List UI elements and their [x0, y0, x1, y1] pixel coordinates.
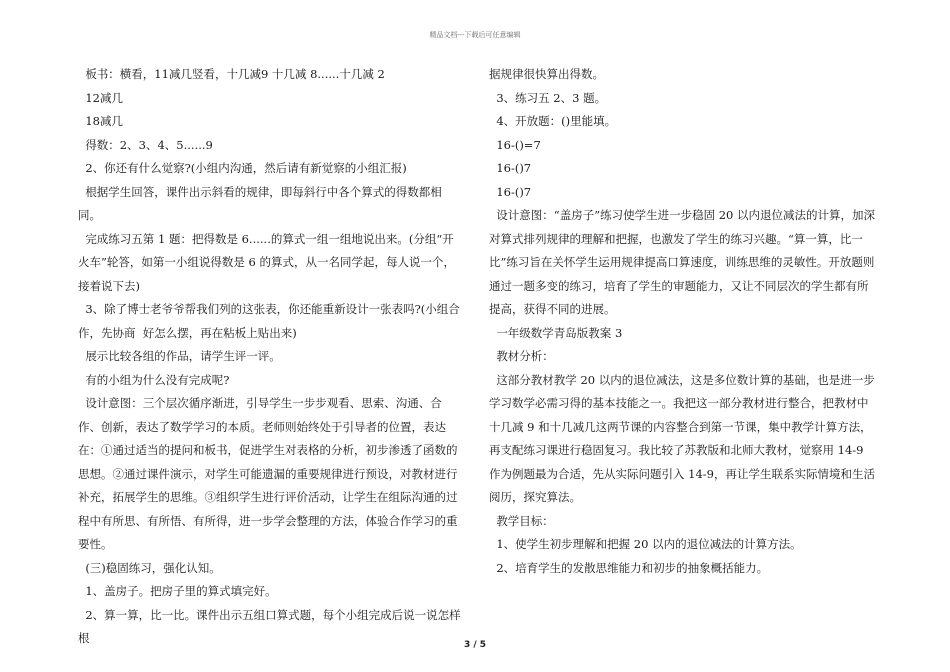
- paragraph: 教学目标：: [489, 513, 554, 528]
- right-column: [489, 63, 875, 580]
- paragraph: 2、算一算，比一比。课件出示五组口算式题，每个小组完成后说一说怎样根: [78, 607, 461, 645]
- paragraph: 一年级数学青岛版教案 3: [489, 325, 623, 340]
- paragraph: 18减几: [78, 114, 123, 128]
- paragraph: 1、盖房子。把房子里的算式填完好。: [78, 584, 277, 598]
- paragraph: 展示比较各组的作品，请学生评一评。: [78, 349, 281, 363]
- page-header: 精品文档---下载后可任意编辑: [429, 31, 521, 39]
- paragraph: 4、开放题：()里能填。: [489, 114, 617, 128]
- paragraph: 2、你还有什么觉察?(小组内沟通，然后请有新觉察的小组汇报): [78, 161, 407, 175]
- paragraph: (三)稳固练习，强化认知。: [78, 560, 221, 575]
- paragraph: 16-()7: [489, 184, 532, 199]
- paragraph: 3、除了博士老爷爷帮我们列的这张表，你还能重新设计一张表吗?(小组合作，先协商 好怎么摆，再在粘板上贴出来): [78, 302, 460, 340]
- paragraph: 根据学生回答，课件出示斜看的规律，即每斜行中各个算式的得数都相同。: [78, 184, 442, 222]
- paragraph: 1、使学生初步理解和把握 20 以内的退位减法的计算方法。: [489, 537, 802, 551]
- paragraph: 3、练习五 2、3 题。: [489, 90, 607, 105]
- left-column: [78, 63, 464, 651]
- page-number: 3 / 5: [463, 640, 487, 650]
- paragraph: 16-()7: [489, 161, 532, 175]
- paragraph: 完成练习五第 1 题：把得数是 6......的算式一组一组地说出来。(分组“开火车”轮答，如第一小组说得数是 6 的算式，从一名同学起，每人说一个，接着说下去): [78, 231, 456, 293]
- paragraph: 据规律很快算出得数。: [489, 67, 604, 81]
- paragraph: 得数：2、3、4、5......9: [78, 137, 213, 152]
- paragraph: 12减几: [78, 90, 123, 105]
- paragraph: 这部分教材教学 20 以内的退位减法，这是多位数计算的基础，也是进一步学习数学必需习得的基本技能之一。我把这一部分教材进行整合，把教材中十几减 9 和十几减几这两节课的内容整合到第一节课，集中教学计算方法，再支配练习课进行稳固复习。我比较了苏教版和北师大教材，觉察用 14-9 作为例题最为合适，先从实际问题引入 14-9，再让学生联系实际情境和生活阅历，探究算法。: [489, 372, 875, 504]
- paragraph: 设计意图：三个层次循序渐进，引导学生一步步观看、思索、沟通、合作、创新，表达了数学学习的本质。老师则始终处于引导者的位置，表达在：①通过适当的提问和板书，促进学生对表格的分析，初步渗透了函数的思想。②通过课件演示，对学生可能遗漏的重要规律进行预设，对教材进行补充，拓展学生的思维。③组织学生进行评价活动，让学生在组际沟通的过程中有所思、有所悟、有所得，进一步学会整理的方法，体验合作学习的重要性。: [78, 396, 458, 551]
- paragraph: 2、培育学生的发散思维能力和初步的抽象概括能力。: [489, 560, 769, 575]
- paragraph: 有的小组为什么没有完成呢?: [78, 372, 230, 387]
- paragraph: 设计意图：“盖房子”练习使学生进一步稳固 20 以内退位减法的计算，加深对算式排列规律的理解和把握，也激发了学生的练习兴趣。“算一算，比一比”练习旨在关怀学生运用规律提高口算速度，训练思维的灵敏性。开放题则通过一题多变的练习，培育了学生的审题能力，又让不同层次的学生都有所提高，获得不同的进展。: [489, 208, 876, 316]
- paragraph: 16-()=7: [489, 137, 541, 152]
- paragraph: 教材分析：: [489, 349, 554, 363]
- paragraph: 板书：横看，11减几竖看，十几减9 十几减 8......十几减 2: [78, 67, 385, 81]
